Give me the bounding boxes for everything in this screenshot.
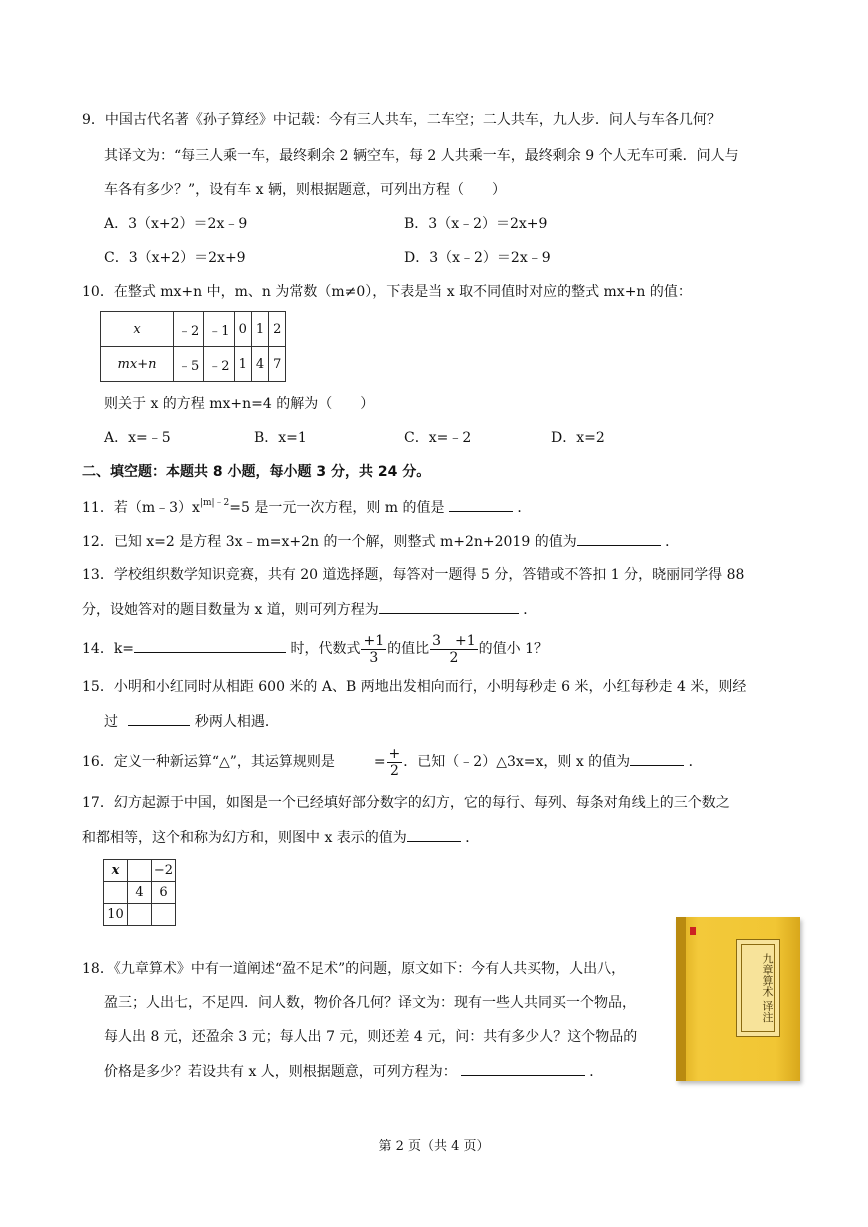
table-cell: 1: [251, 312, 268, 347]
table-cell: −2: [152, 860, 176, 882]
q14-mid: 时，代数式: [290, 641, 361, 657]
q17-end: ．: [465, 830, 480, 846]
table-cell: [152, 904, 176, 926]
q13-end: ．: [523, 602, 538, 618]
q16: [82, 745, 703, 779]
table-cell: 10: [104, 904, 128, 926]
q11-exponent: |m|﹣2: [199, 498, 230, 508]
q14-mid2: 的值比: [387, 641, 430, 657]
table-cell: [104, 882, 128, 904]
q17-text: 和都相等，这个和称为幻方和，则图中 x 表示的值为: [82, 830, 407, 846]
table-row: [104, 882, 176, 904]
answer-blank[interactable]: [461, 1061, 585, 1076]
fraction-numerator: +1: [363, 632, 385, 649]
book-title: [741, 944, 775, 1032]
table-cell: 6: [152, 882, 176, 904]
q10-option-d: D．x=2: [551, 430, 605, 446]
q9-line2: 其译文为：“每三人乘一车，最终剩余 2 辆空车，每 2 人共乘一车，最终剩余 9 个人无车可乘．问人与: [104, 148, 739, 164]
q14-pre: 14．k=: [82, 641, 135, 657]
q18-line2: 盈三；人出七，不足四．问人数，物价各几何？译文为：现有一些人共同买一个物品，: [104, 995, 636, 1011]
table-cell: mx+n: [101, 347, 174, 382]
q9-option-a: A．3（x+2）＝2x﹣9: [104, 216, 248, 232]
table-cell: 4: [251, 347, 268, 382]
q9-option-b: B．3（x﹣2）＝2x+9: [404, 216, 548, 232]
table-cell: 2: [269, 312, 286, 347]
q9-option-d: D．3（x﹣2）＝2x﹣9: [404, 250, 551, 266]
q12-end: ．: [665, 534, 680, 550]
fraction: [387, 746, 403, 779]
section-heading: 二、填空题：本题共 8 小题，每小题 3 分，共 24 分。: [82, 464, 431, 480]
q13-line1: 13．学校组织数学知识竞赛，共有 20 道选择题，每答对一题得 5 分，答错或不答扣 1 分，晓丽同学得 88: [82, 567, 745, 583]
q13-text: 分，设她答对的题目数量为 x 道，则可列方程为: [82, 602, 379, 618]
book-title-label: [736, 939, 780, 1037]
table-cell: 4: [128, 882, 152, 904]
q15-line2: [82, 711, 279, 732]
table-cell: ﹣2: [204, 347, 234, 382]
answer-blank[interactable]: [379, 599, 519, 614]
answer-blank[interactable]: [577, 531, 661, 546]
table-row: [104, 904, 176, 926]
table-cell: x: [104, 860, 128, 882]
q9-option-c: C．3（x+2）＝2x+9: [104, 250, 246, 266]
table-cell: 0: [234, 312, 251, 347]
table-row: [101, 347, 286, 382]
fraction-denominator: 3: [369, 649, 379, 666]
q16-pre: 16．定义一种新运算“△”，其运算规则是: [82, 754, 335, 770]
q9-line1: 9．中国古代名著《孙子算经》中记载：今有三人共车，二车空；二人共车，九人步．问人与车各几何？: [82, 112, 721, 128]
q18-text: 价格是多少？若设共有 x 人，则根据题意，可列方程为：: [104, 1064, 457, 1080]
book-spine: [676, 917, 686, 1081]
answer-blank[interactable]: [128, 711, 190, 726]
q15-post: 秒两人相遇．: [194, 714, 279, 730]
q12-text: 12．已知 x=2 是方程 3x﹣m=x+2n 的一个解，则整式 m+2n+2019 的值为: [82, 534, 577, 550]
answer-blank[interactable]: [630, 751, 684, 766]
q11: [82, 497, 531, 518]
table-cell: 1: [234, 347, 251, 382]
q10-option-a: A．x=﹣5: [104, 430, 171, 446]
q18-line1: 18．《九章算术》中有一道阐述“盈不足术”的问题，原文如下：今有人共买物，人出八，: [82, 961, 626, 977]
q17-line2: [82, 827, 479, 848]
table-cell: ﹣5: [174, 347, 204, 382]
table-cell: 7: [269, 347, 286, 382]
q14: [82, 632, 548, 666]
fraction-numerator: 3 +1: [432, 632, 476, 649]
answer-blank[interactable]: [134, 638, 286, 653]
q12: [82, 531, 679, 552]
q18-end: ．: [589, 1064, 604, 1080]
book-mark: [690, 927, 696, 935]
fraction: [430, 633, 478, 666]
fraction-denominator: 2: [449, 649, 459, 666]
q18-line4: [104, 1061, 603, 1082]
q11-pre: 11．若（m﹣3）x: [82, 500, 200, 516]
table-cell: ﹣1: [204, 312, 234, 347]
q16-eq: =: [373, 754, 386, 770]
fraction-denominator: 2: [389, 762, 399, 779]
q14-post: 的值小 1？: [478, 641, 549, 657]
table-cell: ﹣2: [174, 312, 204, 347]
q9-line3: 车各有多少？”，设有车 x 辆，则根据题意，可列出方程（ ）: [104, 182, 506, 198]
q15-pre: 过: [104, 714, 118, 730]
q17-line1: 17．幻方起源于中国，如图是一个已经填好部分数字的幻方，它的每行、每列、每条对角线上的三个数之: [82, 795, 730, 811]
fraction: [361, 633, 386, 666]
book-subtitle-text: 译注: [761, 1000, 774, 1023]
q15-line1: 15．小明和小红同时从相距 600 米的 A、B 两地出发相向而行，小明每秒走 6 米，小红每秒走 4 米，则经: [82, 679, 747, 695]
book-cover-image: [676, 917, 800, 1081]
fraction-numerator: +: [388, 745, 401, 762]
q11-post: =5 是一元一次方程，则 m 的值是: [229, 500, 445, 516]
table-cell: x: [101, 312, 174, 347]
table-cell: [128, 904, 152, 926]
answer-blank[interactable]: [407, 827, 461, 842]
q13-line2: [82, 599, 537, 620]
q10-option-b: B．x=1: [254, 430, 307, 446]
table-cell: [128, 860, 152, 882]
book-title-text: 九章算术: [761, 953, 774, 998]
answer-blank[interactable]: [449, 497, 513, 512]
page-footer: 第 2 页（共 4 页）: [378, 1139, 490, 1154]
table-row: [104, 860, 176, 882]
q11-end: ．: [517, 500, 532, 516]
q16-post: ．已知（﹣2）△3x=x，则 x 的值为: [403, 754, 631, 770]
table-row: [101, 312, 286, 347]
q10-ask: 则关于 x 的方程 mx+n=4 的解为（ ）: [104, 396, 375, 412]
q10-option-c: C．x=﹣2: [404, 430, 472, 446]
magic-square: [103, 859, 176, 926]
q16-end: ．: [688, 754, 703, 770]
q10-value-table: [100, 311, 286, 382]
q10-stem: 10．在整式 mx+n 中，m、n 为常数（m≠0），下表是当 x 取不同值时对应的整式 mx+n 的值：: [82, 284, 692, 300]
q18-line3: 每人出 8 元，还盈余 3 元；每人出 7 元，则还差 4 元，问：共有多少人？这个物品的: [104, 1029, 638, 1045]
